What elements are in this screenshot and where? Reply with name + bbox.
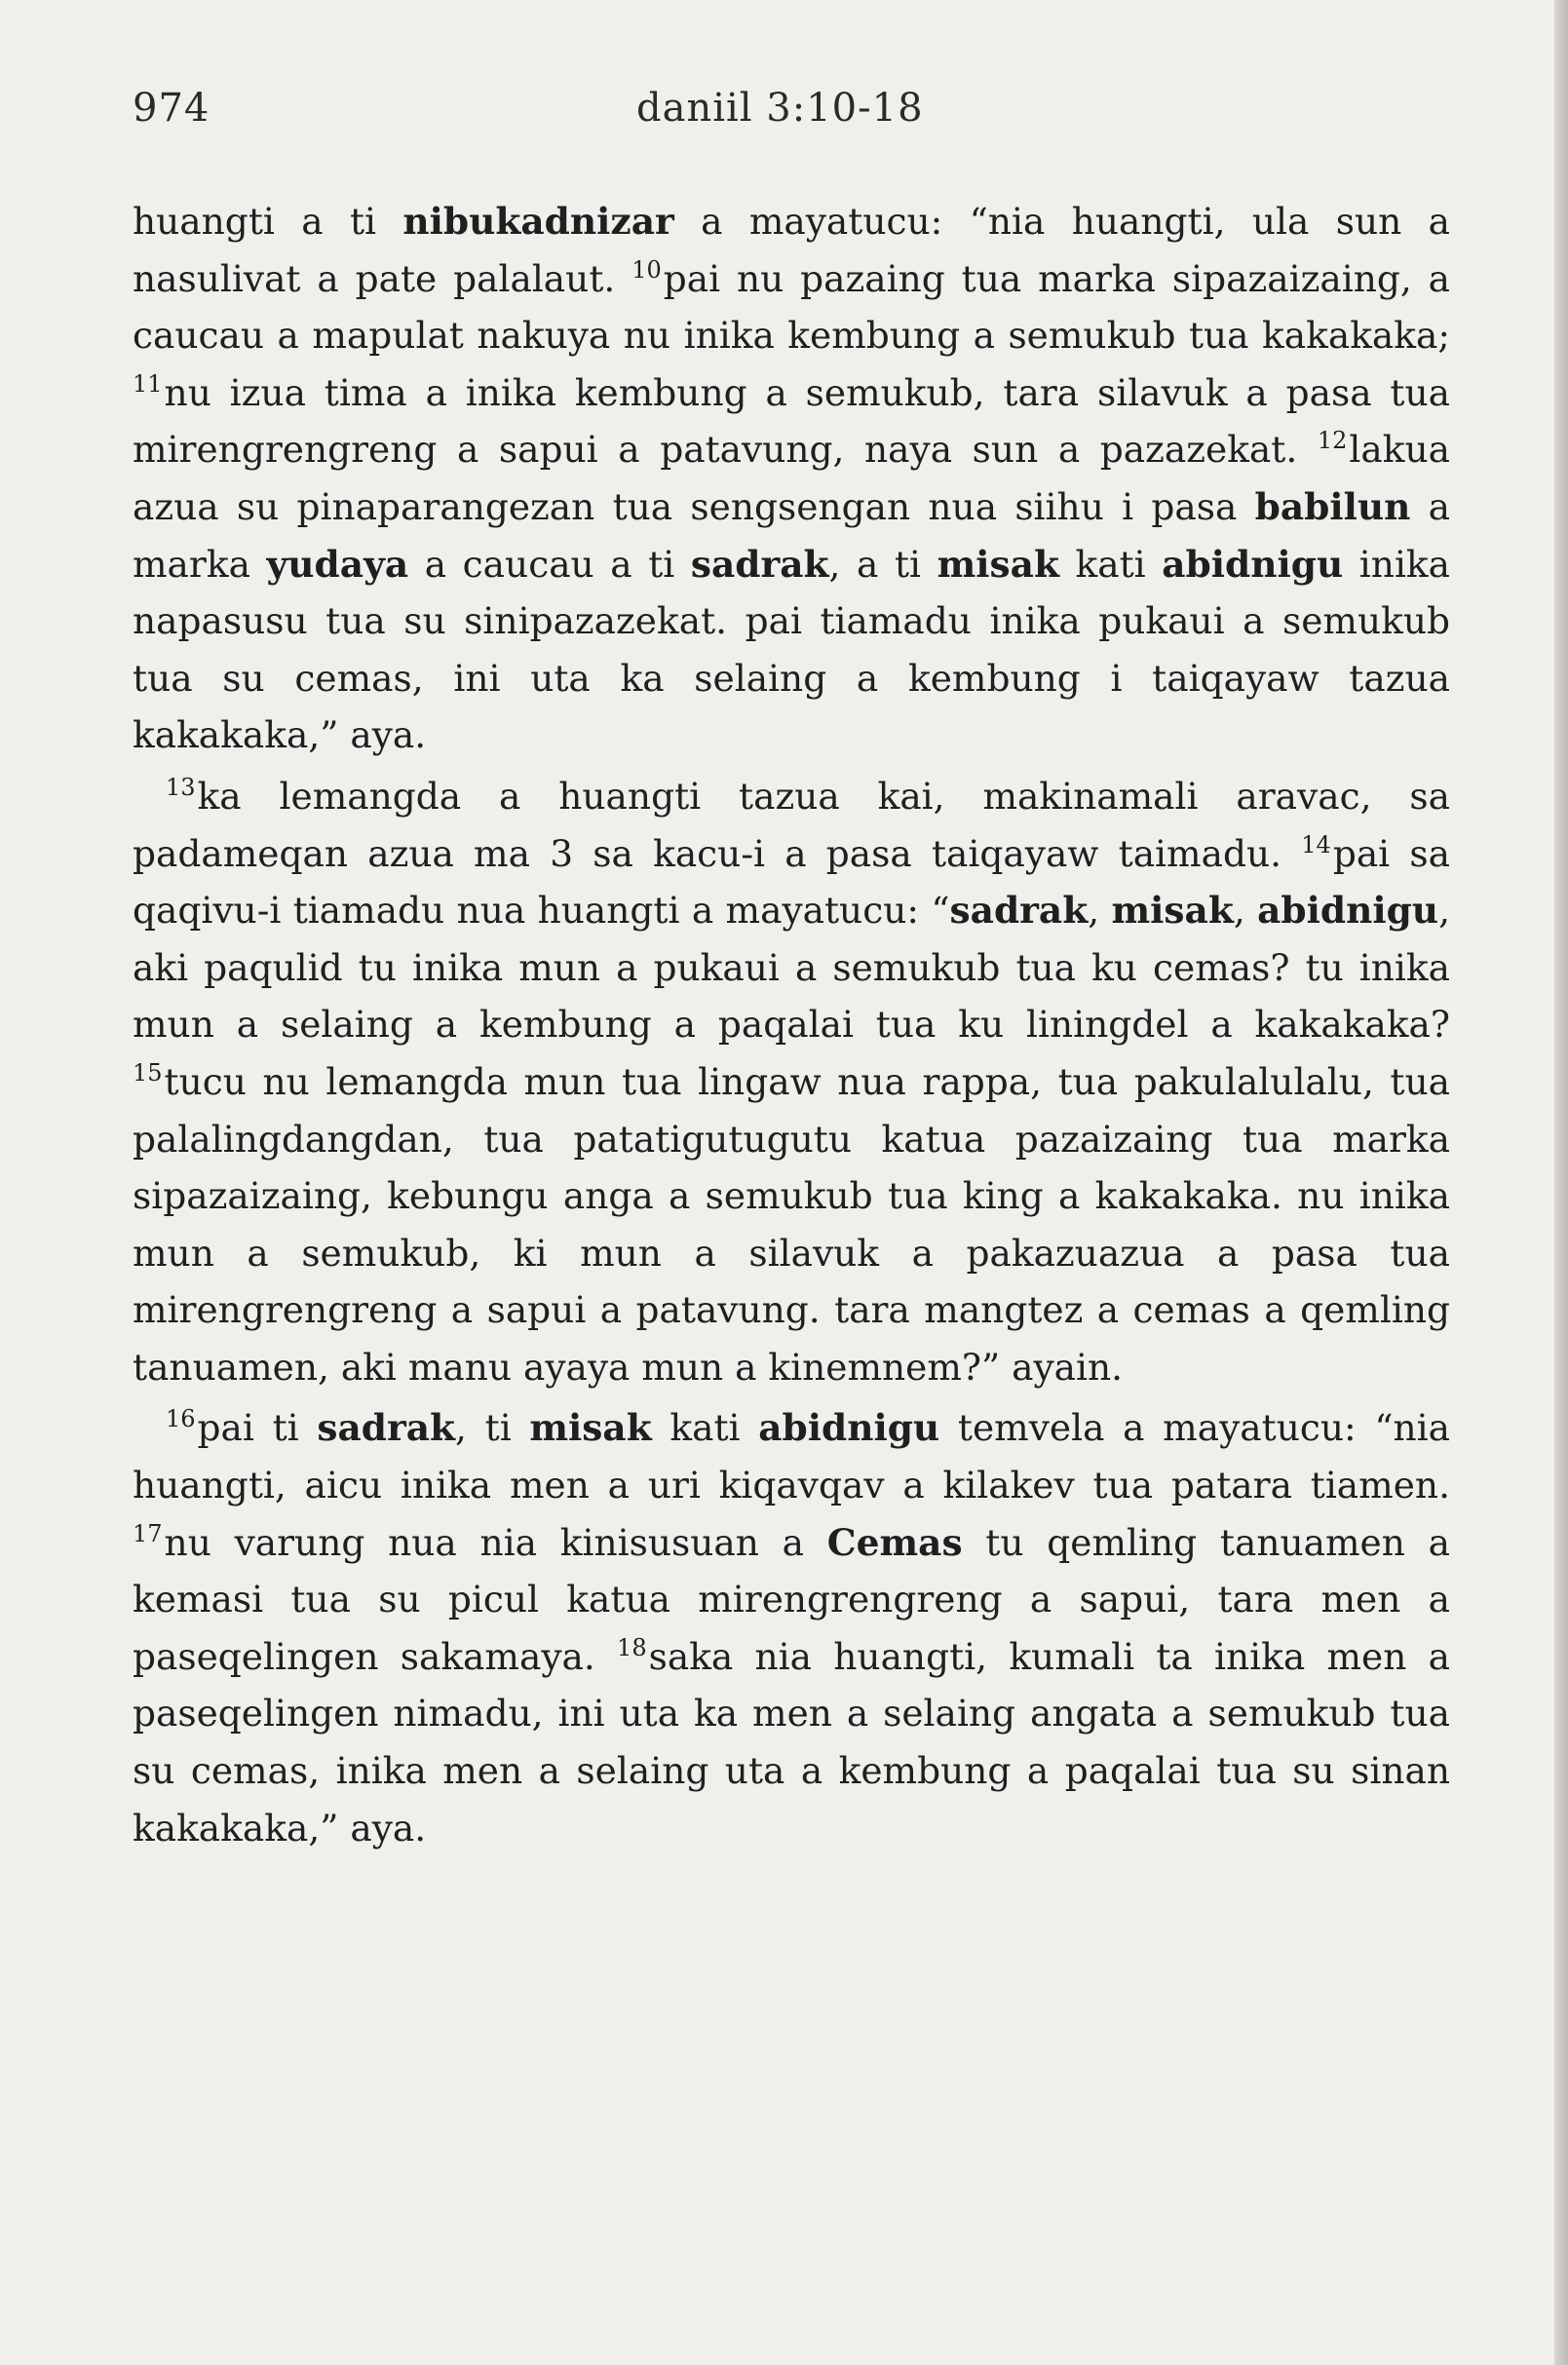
bold-name: misak bbox=[529, 1406, 652, 1450]
text-run: a marka bbox=[133, 484, 1450, 586]
verse-number: 13 bbox=[166, 773, 196, 801]
bold-name: misak bbox=[1111, 889, 1234, 933]
verse-number: 15 bbox=[133, 1058, 163, 1087]
bold-name: babilun bbox=[1254, 484, 1411, 528]
bold-name: abidnigu bbox=[1162, 542, 1344, 586]
bold-name: abidnigu bbox=[1257, 889, 1439, 933]
text-run: ka lemangda a huangti tazua kai, makinamali aravac, sa padameqan azua ma 3 sa kacu-i a pasa taiqayaw taimadu. bbox=[133, 774, 1450, 875]
text-run: saka nia huangti, kumali ta inika men a paseqelingen nimadu, ini uta ka men a selaing angata a semukub tua su cemas, inika men a selaing uta a kembung a paqalai tua su sinan kakakaka,” aya. bbox=[133, 1634, 1450, 1850]
verse-number: 10 bbox=[631, 255, 662, 284]
text-run: nu varung nua nia kinisusuan a bbox=[164, 1520, 827, 1564]
text-run: kati bbox=[1058, 542, 1163, 586]
paragraph-1 bbox=[133, 193, 1450, 764]
text-run: a mayatucu: “nia huangti, ula sun a nasulivat a pate palalaut. bbox=[133, 200, 1450, 300]
bold-name: nibukadnizar bbox=[402, 200, 674, 243]
page-edge bbox=[1554, 0, 1568, 2365]
bold-name: sadrak bbox=[949, 889, 1089, 933]
text-run: huangti a ti bbox=[133, 200, 403, 243]
verse-number: 14 bbox=[1301, 830, 1331, 858]
verse-number: 17 bbox=[133, 1519, 163, 1547]
verse-number: 12 bbox=[1317, 427, 1348, 455]
paragraph-3 bbox=[133, 1399, 1450, 1856]
text-run: lakua azua su pinaparangezan tua sengsengan nua siihu i pasa bbox=[133, 428, 1450, 528]
bold-name: abidnigu bbox=[758, 1406, 940, 1450]
text-run: , ti bbox=[455, 1406, 530, 1450]
text-run: , bbox=[1233, 889, 1258, 933]
page-header bbox=[133, 86, 1438, 144]
text-run: a caucau a ti bbox=[408, 542, 691, 586]
bold-name: sadrak bbox=[690, 542, 829, 586]
verse-number: 18 bbox=[617, 1633, 647, 1661]
text-run: pai ti bbox=[197, 1406, 318, 1450]
text-run: tu qemling tanuamen a kemasi tua su picul katua mirengrengreng a sapui, tara men a paseqelingen sakamaya. bbox=[133, 1520, 1450, 1678]
text-run: temvela a mayatucu: “nia huangti, aicu inika men a uri kiqavqav a kilakev tua patara tiamen. bbox=[133, 1406, 1450, 1507]
text-run: , aki paqulid tu inika mun a pukaui a semukub tua ku cemas? tu inika mun a selaing a kembung a paqalai tua ku liningdel a kakakaka? bbox=[133, 889, 1450, 1047]
body-text bbox=[133, 193, 1450, 1860]
text-run: tucu nu lemangda mun tua lingaw nua rappa, tua pakulalulalu, tua palalingdangdan, tua patatigutugutu katua pazaizaing tua marka sipazaizaing, kebungu anga a semukub tua king a kakakaka. nu inika mun a semukub, ki mun a silavuk a pakazuazua a pasa tua mirengrengreng a sapui a patavung. tara mangtez a cemas a qemling tanuamen, aki manu ayaya mun a kinemnem?” ayain. bbox=[133, 1059, 1450, 1389]
verse-number: 16 bbox=[166, 1405, 196, 1433]
text-run: inika napasusu tua su sinipazazekat. pai tiamadu inika pukaui a semukub tua su cemas, ini uta ka selaing a kembung i taiqayaw tazua kakakaka,” aya. bbox=[133, 542, 1451, 757]
verse-number: 11 bbox=[133, 369, 163, 398]
text-run: kati bbox=[651, 1406, 759, 1450]
text-run: , a ti bbox=[828, 542, 937, 586]
text-run: pai nu pazaing tua marka sipazaizaing, a caucau a mapulat nakuya nu inika kembung a semukub tua kakakaka; bbox=[133, 256, 1451, 358]
text-run: pai sa qaqivu-i tiamadu nua huangti a mayatucu: “ bbox=[133, 831, 1450, 933]
bold-name: Cemas bbox=[826, 1520, 963, 1564]
bold-name: sadrak bbox=[317, 1406, 456, 1450]
text-run: , bbox=[1088, 889, 1112, 933]
page-number: 974 bbox=[133, 86, 210, 131]
paragraph-2 bbox=[133, 768, 1450, 1396]
bold-name: yudaya bbox=[266, 542, 409, 586]
bold-name: misak bbox=[937, 542, 1059, 586]
text-run: nu izua tima a inika kembung a semukub, tara silavuk a pasa tua mirengrengreng a sapui a patavung, naya sun a pazazekat. bbox=[133, 370, 1450, 472]
running-head: daniil 3:10-18 bbox=[636, 86, 924, 131]
